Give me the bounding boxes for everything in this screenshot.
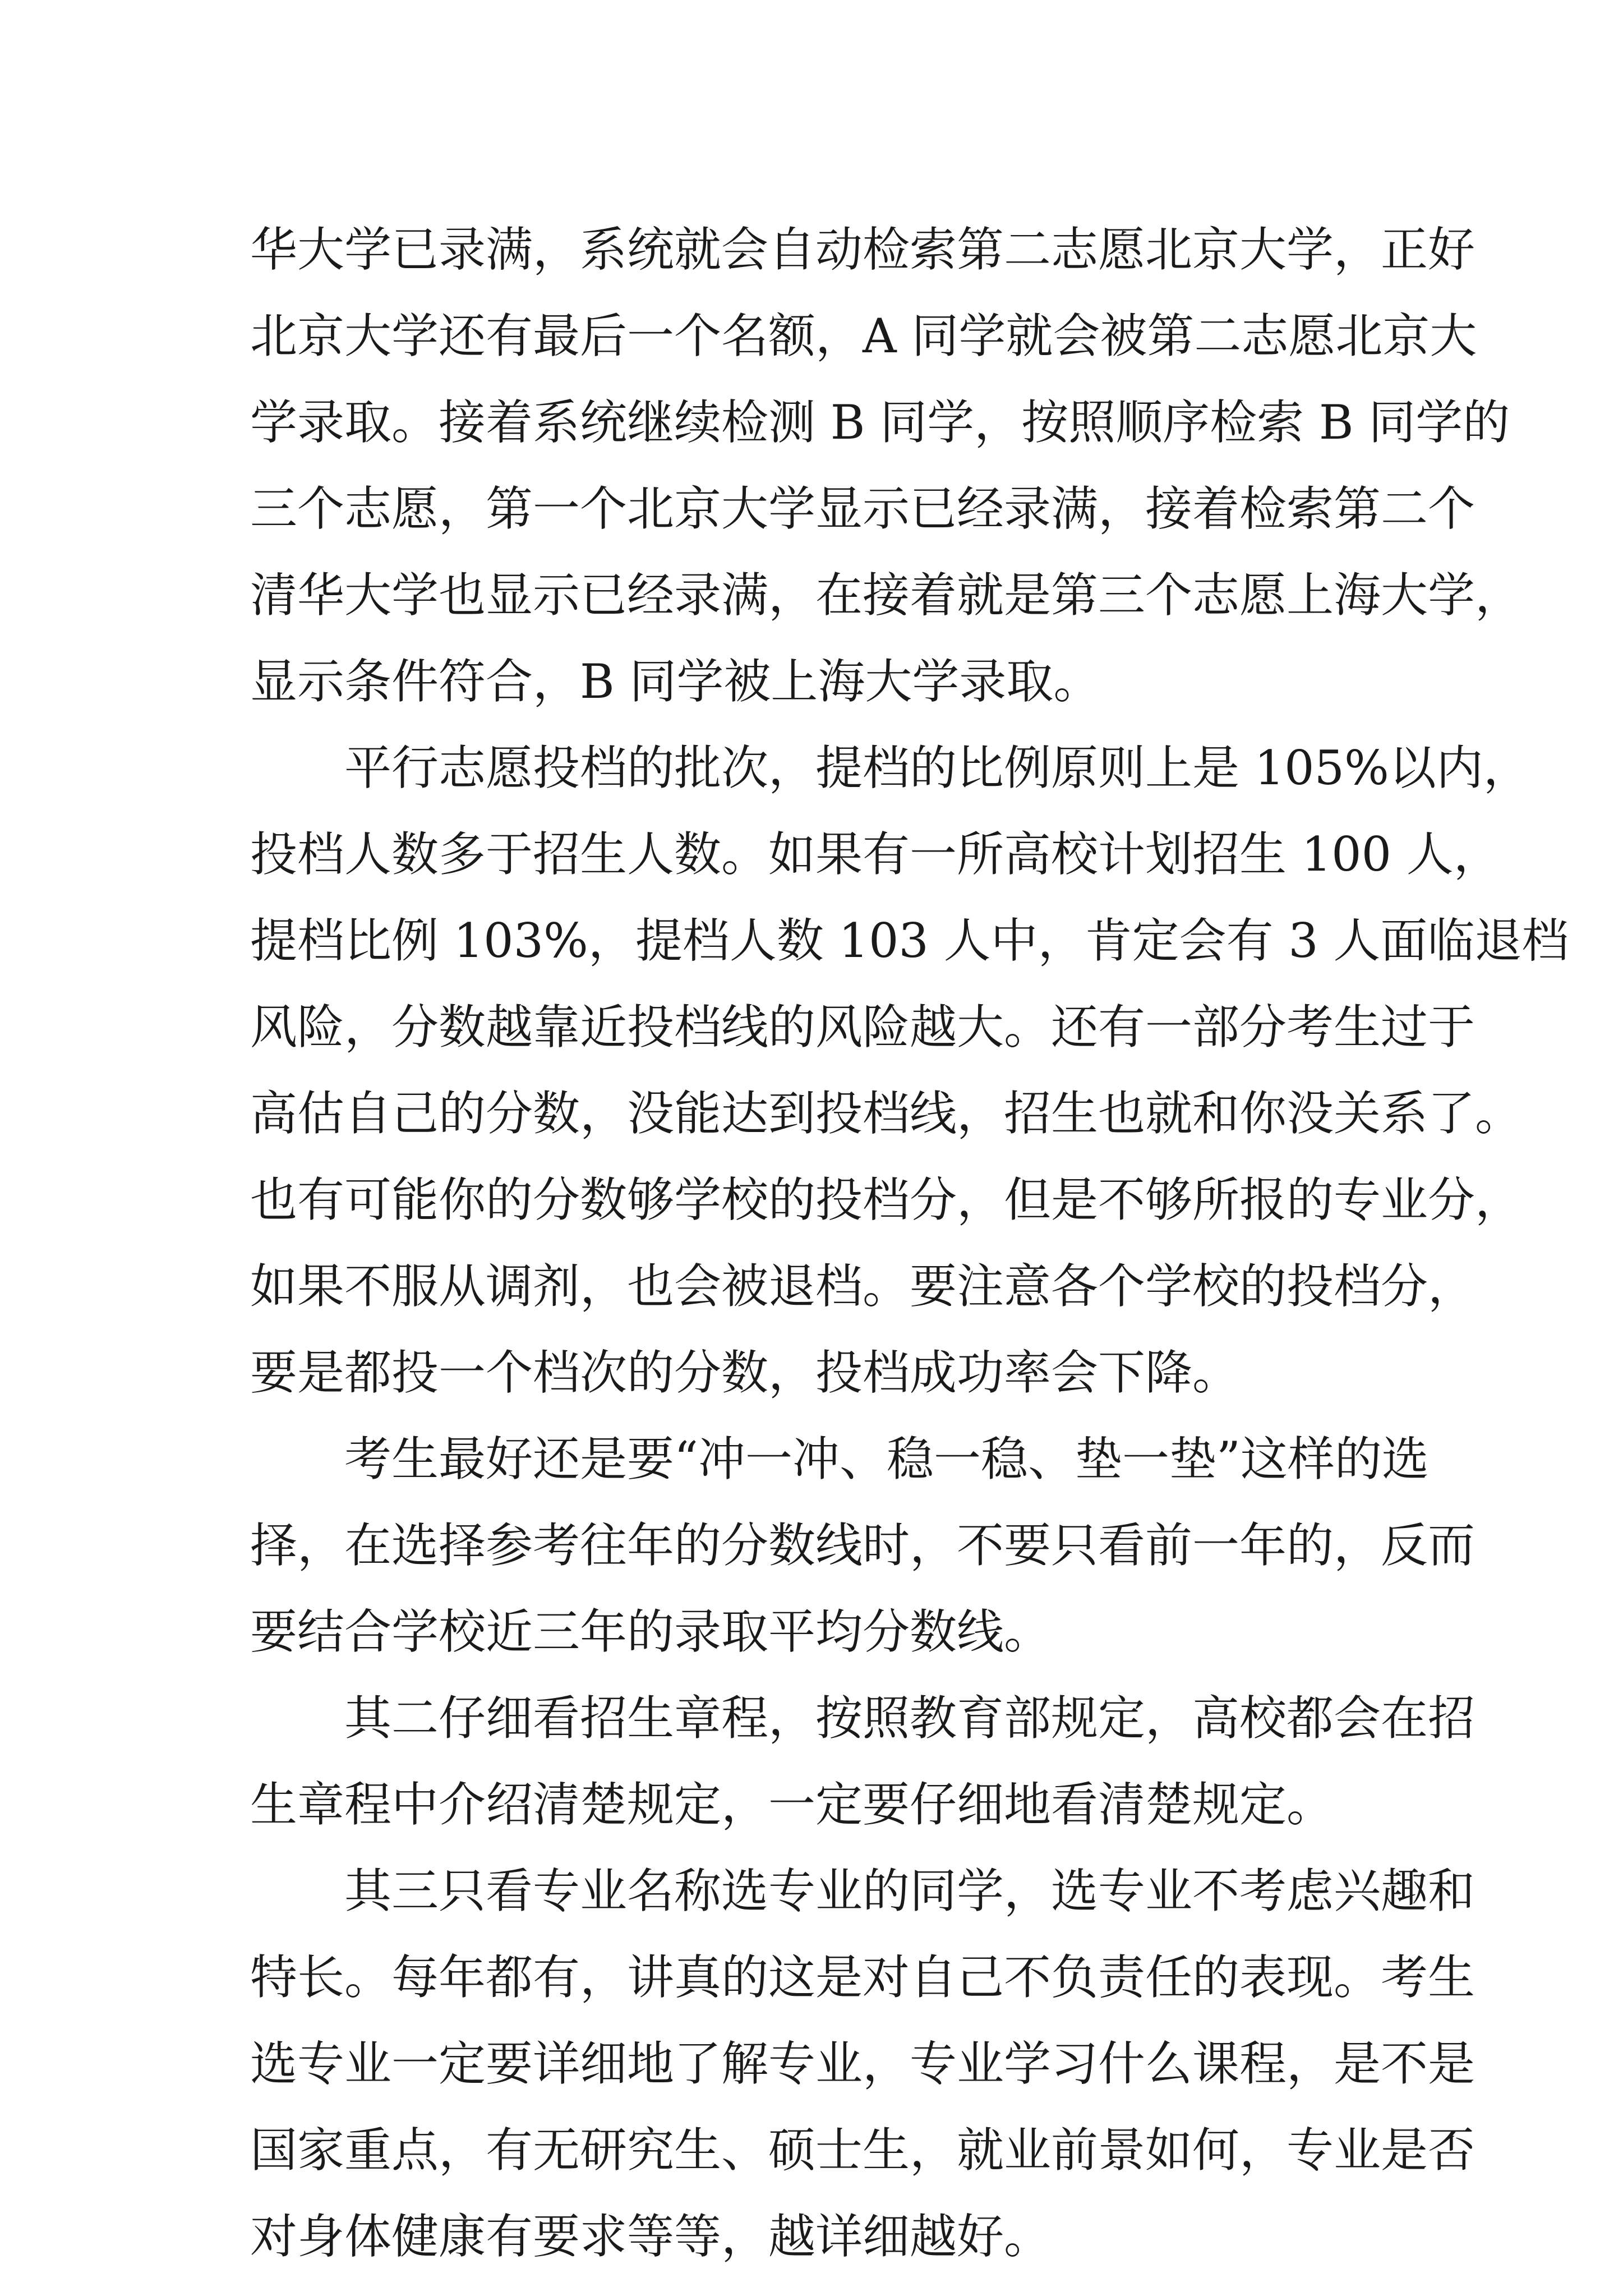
body-text: [250, 206, 1569, 2280]
text-line: 要结合学校近三年的录取平均分数线。: [250, 1604, 1052, 1659]
text-line: 如果不服从调剂，也会被退档。要注意各个学校的投档分，: [250, 1259, 1476, 1314]
text-line: 高估自己的分数，没能达到投档线，招生也就和你没关系了。: [250, 1086, 1523, 1141]
text-line: 考生最好还是要“冲一冲、稳一稳、垫一垫”这样的选: [344, 1432, 1429, 1487]
text-line: 学录取。接着系统继续检测 B 同学，按照顺序检索 B 同学的: [250, 395, 1510, 450]
text-line: 生章程中介绍清楚规定，一定要仔细地看清楚规定。: [250, 1777, 1334, 1832]
text-line: 投档人数多于招生人数。如果有一所高校计划招生 100 人，: [250, 827, 1501, 882]
text-line: 清华大学也显示已经录满，在接着就是第三个志愿上海大学，: [250, 568, 1523, 623]
text-line: 平行志愿投档的批次，提档的比例原则上是 105%以内，: [344, 740, 1530, 795]
text-line: 显示条件符合，B 同学被上海大学录取。: [250, 654, 1101, 709]
text-line: 提档比例 103%，提档人数 103 人中，肯定会有 3 人面临退档: [250, 913, 1569, 968]
text-line: 三个志愿，第一个北京大学显示已经录满，接着检索第二个: [250, 481, 1476, 536]
text-line: 要是都投一个档次的分数，投档成功率会下降。: [250, 1345, 1240, 1400]
text-line: 风险，分数越靠近投档线的风险越大。还有一部分考生过于: [250, 1000, 1476, 1055]
text-line: 特长。每年都有，讲真的这是对自己不负责任的表现。考生: [250, 1950, 1476, 2005]
text-line: 其三只看专业名称选专业的同学，选专业不考虑兴趣和: [344, 1864, 1476, 1918]
text-line: 也有可能你的分数够学校的投档分，但是不够所报的专业分，: [250, 1172, 1523, 1227]
text-line: 对身体健康有要求等等，越详细越好。: [250, 2209, 1052, 2264]
text-line: 择，在选择参考往年的分数线时，不要只看前一年的，反而: [250, 1518, 1476, 1573]
text-line: 选专业一定要详细地了解专业，专业学习什么课程，是不是: [250, 2036, 1476, 2091]
text-line: 北京大学还有最后一个名额，A 同学就会被第二志愿北京大: [250, 309, 1477, 364]
text-line: 其二仔细看招生章程，按照教育部规定，高校都会在招: [344, 1691, 1476, 1746]
text-line: 国家重点，有无研究生、硕士生，就业前景如何，专业是否: [250, 2123, 1476, 2178]
text-line: 华大学已录满，系统就会自动检索第二志愿北京大学，正好: [250, 222, 1476, 277]
